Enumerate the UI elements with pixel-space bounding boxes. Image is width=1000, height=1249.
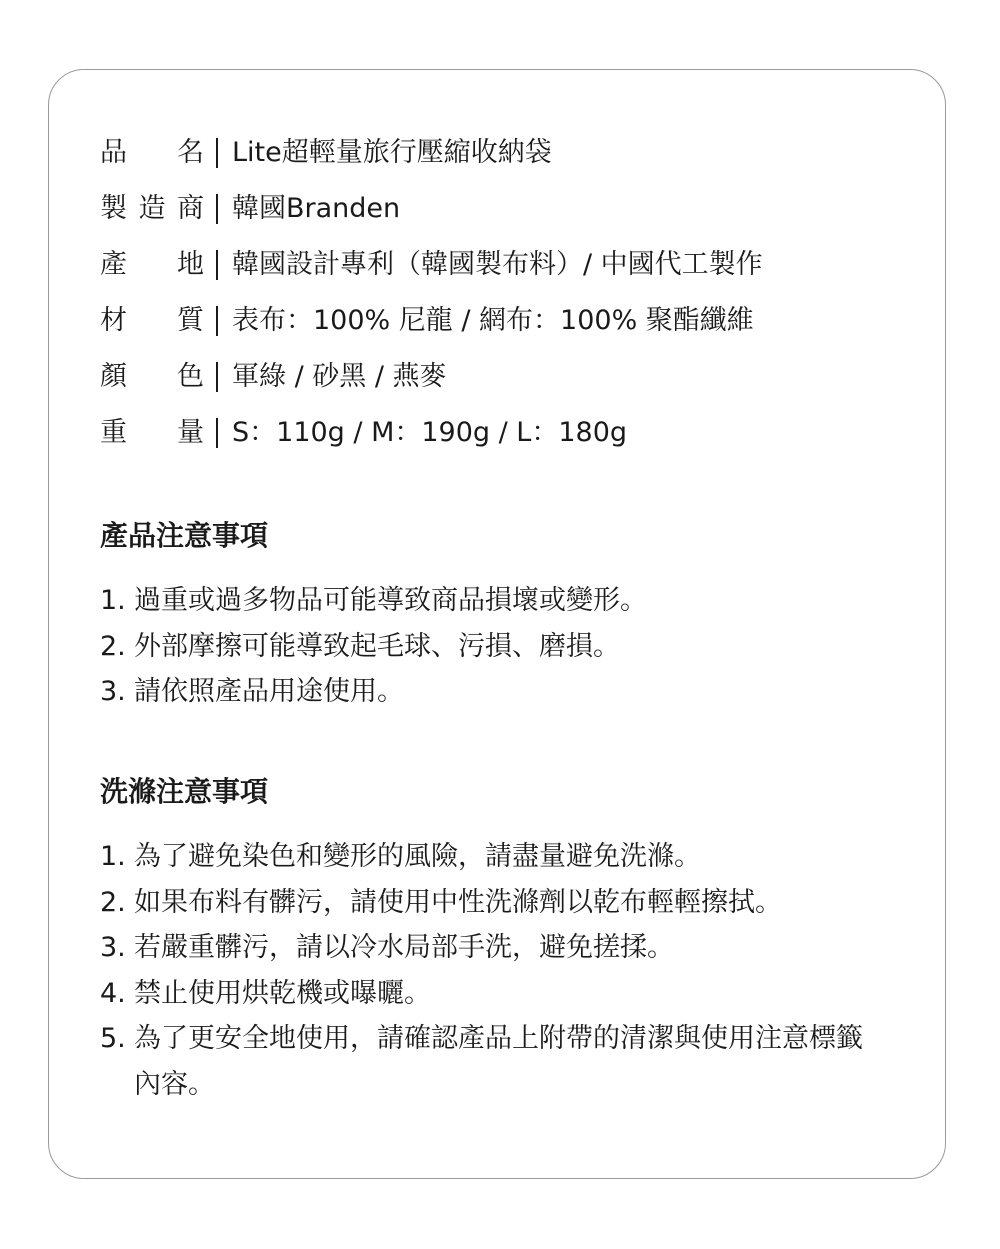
spec-value: 韓國設計專利（韓國製布料）/ 中國代工製作 — [232, 249, 763, 280]
spec-value: 韓國Branden — [232, 193, 401, 224]
spec-row-manufacturer — [100, 181, 920, 237]
divider — [216, 138, 218, 168]
care-notice-section — [100, 772, 920, 1107]
list-item: 2. 如果布料有髒污，請使用中性洗滌劑以乾布輕輕擦拭。 — [100, 886, 782, 918]
list-item: 1. 為了避免染色和變形的風險，請盡量避免洗滌。 — [100, 841, 701, 872]
spec-table — [100, 125, 920, 461]
spec-value: Lite超輕量旅行壓縮收納袋 — [232, 137, 552, 168]
spec-label: 製 造 商 — [100, 193, 204, 224]
spec-value: S：110g / M：190g / L：180g — [232, 417, 628, 448]
list-item: 4. 禁止使用烘乾機或曝曬。 — [100, 977, 431, 1009]
notice-list — [100, 578, 920, 715]
divider — [216, 306, 218, 336]
spec-row-name — [100, 125, 920, 181]
divider — [216, 194, 218, 224]
section-title: 洗滌注意事項 — [100, 775, 269, 808]
divider — [216, 362, 218, 392]
divider — [216, 250, 218, 280]
section-title: 產品注意事項 — [100, 519, 269, 552]
spec-label: 品 名 — [100, 137, 204, 168]
spec-label: 產 地 — [100, 249, 204, 280]
spec-row-origin — [100, 237, 920, 293]
spec-label: 顏 色 — [100, 361, 204, 392]
spec-row-weight — [100, 405, 920, 461]
product-notice-section — [100, 516, 920, 715]
spec-value: 表布：100% 尼龍 / 網布：100% 聚酯纖維 — [232, 305, 754, 336]
spec-label: 材 質 — [100, 305, 204, 336]
spec-row-material — [100, 293, 920, 349]
spec-row-color — [100, 349, 920, 405]
notice-list — [100, 834, 920, 1107]
list-item: 3. 若嚴重髒污，請以冷水局部手洗，避免搓揉。 — [100, 932, 674, 963]
list-item: 5. 為了更安全地使用，請確認產品上附帶的清潔與使用注意標籤內容。 — [100, 1023, 863, 1100]
spec-value: 軍綠 / 砂黑 / 燕麥 — [232, 361, 447, 392]
list-item: 2. 外部摩擦可能導致起毛球、污損、磨損。 — [100, 630, 620, 662]
divider — [216, 418, 218, 448]
spec-label: 重 量 — [100, 417, 204, 448]
list-item: 1. 過重或過多物品可能導致商品損壞或變形。 — [100, 585, 647, 616]
list-item: 3. 請依照產品用途使用。 — [100, 676, 404, 707]
